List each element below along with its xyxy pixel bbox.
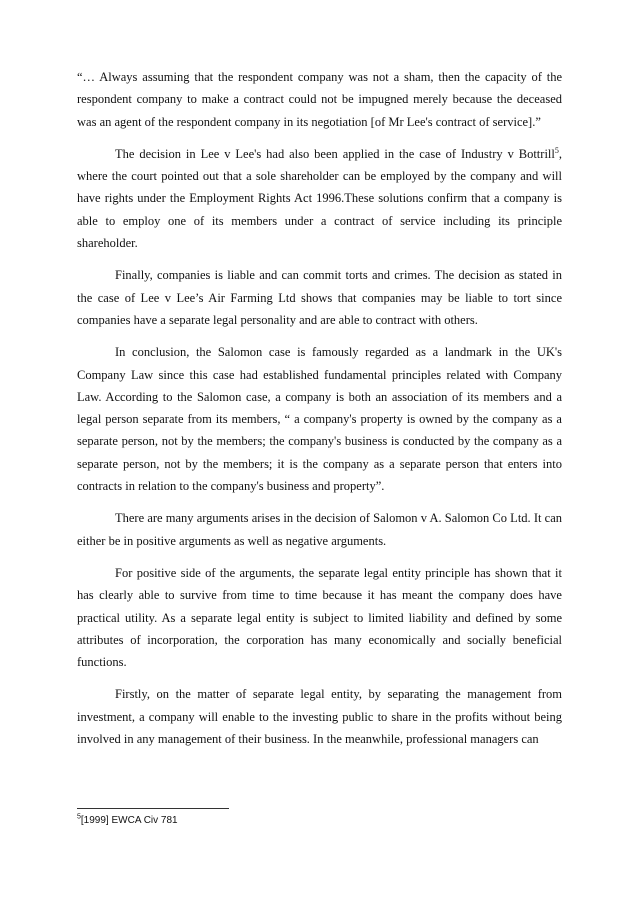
paragraph-text: The decision in Lee v Lee's had also been applied in the case of Industry v Bottrill xyxy=(115,146,555,161)
footnote-separator xyxy=(77,808,229,809)
paragraph-positive xyxy=(77,562,562,673)
paragraph-arguments xyxy=(77,507,562,552)
paragraph-firstly xyxy=(77,683,562,750)
paragraph-conclusion xyxy=(77,341,562,497)
footnote xyxy=(77,815,178,826)
paragraph-quote xyxy=(77,66,562,133)
paragraph-text: “… Always assuming that the respondent company was not a sham, then the capacity of the respondent company to make a contract could not be impugned merely because the deceased was an agent of the respondent company in its negotiation [of Mr Lee's contract of service].” xyxy=(77,70,562,129)
paragraph-text: In conclusion, the Salomon case is famously regarded as a landmark in the UK's Company Law since this case had established fundamental principles related with Company Law. According to the Salomon case, a company is both an association of its members and a legal person separate from its members, “ a company's property is owned by the company as a separate person, not by the members; the company's business is conducted by the company as a separate person, not by the members; it is the company as a separate person that enters into contracts in relation to the company's business and property”. xyxy=(77,345,562,494)
footnote-number: 5 xyxy=(77,813,81,821)
paragraph-text: , where the court pointed out that a sole shareholder can be employed by the company and will have rights under the Employment Rights Act 1996.These solutions confirm that a company is able to employ one of its members under a contract of service including its principle shareholder. xyxy=(77,146,562,251)
footnote-text: [1999] EWCA Civ 781 xyxy=(80,815,178,826)
paragraph-bottrill xyxy=(77,143,562,254)
paragraph-torts xyxy=(77,264,562,331)
paragraph-text: Finally, companies is liable and can commit torts and crimes. The decision as stated in the case of Lee v Lee’s Air Farming Ltd shows that companies may be liable to tort since companies have a separate legal personality and are able to contract with others. xyxy=(77,268,562,327)
paragraph-text: For positive side of the arguments, the separate legal entity principle has shown that it has clearly able to survive from time to time because it has meant the company does have practical utility. As a separate legal entity is subject to limited liability and defined by some attributes of incorporation, the corporation has many economically and socially beneficial functions. xyxy=(77,565,562,670)
body-text xyxy=(77,66,562,760)
paragraph-text: There are many arguments arises in the decision of Salomon v A. Salomon Co Ltd. It can either be in positive arguments as well as negative arguments. xyxy=(77,511,562,548)
footnote-reference[interactable]: 5 xyxy=(554,145,559,155)
paragraph-text: Firstly, on the matter of separate legal entity, by separating the management from investment, a company will enable to the investing public to share in the profits without being involved in any management of their business. In the meanwhile, professional managers can xyxy=(77,687,562,747)
